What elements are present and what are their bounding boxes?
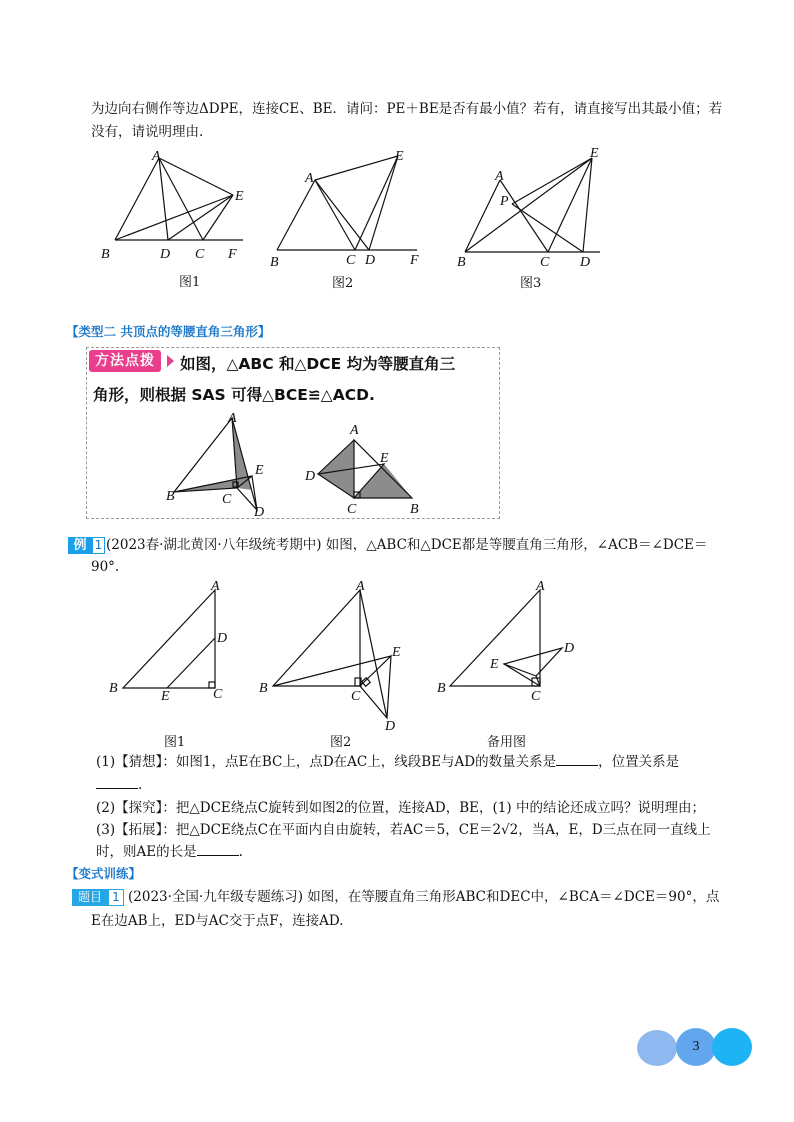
ex-fig2-label-C: C <box>351 689 361 704</box>
question-2: (2)【探究】：把△DCE绕点C旋转到如图2的位置，连接AD，BE，(1) 中的结论还成立吗？说明理由； <box>96 800 705 816</box>
method-tag-arrow-icon <box>167 355 174 367</box>
page-number: 3 <box>692 1039 700 1054</box>
section-type2-title: 【类型二 共顶点的等腰直角三角形】 <box>66 324 271 339</box>
ex-fig3-label-A: A <box>536 579 545 594</box>
mleft-label-C: C <box>222 492 232 507</box>
example-figure-3 <box>432 578 582 703</box>
page-decoration-circle-1 <box>637 1030 677 1066</box>
fig1-label-E: E <box>235 189 244 204</box>
question-3-line-1: (3)【拓展】：把△DCE绕点C在平面内自由旋转，若AC＝5，CE＝2√2，当A，E，D三点在同一直线上 <box>96 822 711 838</box>
question-3-text-b: 时，则AE的长是 <box>96 844 197 860</box>
question-1-line-1 <box>96 752 679 772</box>
question-3-text-c: . <box>238 844 243 860</box>
fig2-label-A: A <box>305 171 314 186</box>
fig3-label-A: A <box>495 169 504 184</box>
ex-fig2-caption: 图2 <box>330 735 352 750</box>
answer-blank-3[interactable] <box>197 843 239 856</box>
method-tag: 方法点拨 <box>89 350 161 372</box>
top-figure-1 <box>95 140 255 280</box>
fig1-label-D: D <box>160 247 171 262</box>
ex-fig3-label-C: C <box>531 689 541 703</box>
example-number: 1 <box>92 537 105 554</box>
method-line-1: 如图，△ABC 和△DCE 均为等腰直角三 <box>180 355 456 373</box>
ex-fig3-label-B: B <box>437 681 446 696</box>
mright-label-C: C <box>347 502 357 515</box>
variant-title: 【变式训练】 <box>66 866 142 881</box>
problem-number: 1 <box>108 889 124 906</box>
fig3-label-P: P <box>500 194 509 209</box>
answer-blank-1[interactable] <box>556 753 598 766</box>
question-1-text-b: ，位置关系是 <box>598 754 680 770</box>
fig1-label-C: C <box>195 247 205 262</box>
ex-fig3-label-E: E <box>490 657 499 672</box>
fig2-label-D: D <box>365 253 376 268</box>
top-figure-3 <box>450 140 610 275</box>
mright-label-B: B <box>410 502 419 515</box>
problem-line-2: E在边AB上，ED与AC交于点F，连接AD. <box>91 913 344 929</box>
fig3-label-E: E <box>590 146 599 161</box>
ex-fig3-label-D: D <box>564 641 575 656</box>
mleft-label-B: B <box>166 489 175 504</box>
method-line-2: 角形，则根据 SAS 可得△BCE≌△ACD. <box>93 386 375 404</box>
mleft-label-D: D <box>254 505 265 518</box>
ex-fig1-label-A: A <box>211 579 220 594</box>
answer-blank-2[interactable] <box>96 776 138 789</box>
top-fig1-caption: 图1 <box>179 275 201 290</box>
mright-label-A: A <box>350 423 359 438</box>
method-figure-right <box>300 420 430 515</box>
fig3-label-D: D <box>580 255 591 270</box>
ex-fig2-label-D: D <box>385 719 396 733</box>
ex-fig1-label-C: C <box>213 687 223 702</box>
example-line-1: (2023春·湖北黄冈·八年级统考期中) 如图，△ABC和△DCE都是等腰直角三角形，∠ACB＝∠DCE＝ <box>106 537 708 553</box>
ex-fig2-label-A: A <box>356 579 365 594</box>
fig1-label-F: F <box>228 247 237 262</box>
question-1-line-2 <box>96 775 142 795</box>
intro-line-2: 没有，请说明理由. <box>91 124 204 140</box>
page-decoration-circle-3 <box>712 1028 752 1066</box>
ex-fig3-caption: 备用图 <box>487 735 527 750</box>
ex-fig1-label-B: B <box>109 681 118 696</box>
fig2-label-C: C <box>346 253 356 268</box>
method-figure-left <box>162 410 277 518</box>
question-1-text-c: . <box>138 777 143 793</box>
ex-fig1-caption: 图1 <box>164 735 186 750</box>
fig1-label-A: A <box>152 149 161 164</box>
fig2-label-F: F <box>410 253 419 268</box>
problem-tag: 题目 <box>72 889 108 906</box>
question-3-line-2 <box>96 842 243 862</box>
mright-label-E: E <box>380 451 389 466</box>
ex-fig1-label-D: D <box>217 631 228 646</box>
top-figure-2 <box>265 140 425 275</box>
fig2-label-E: E <box>395 149 404 164</box>
top-fig2-caption: 图2 <box>332 276 354 291</box>
mleft-label-A: A <box>228 411 237 426</box>
ex-fig2-label-B: B <box>259 681 268 696</box>
ex-fig2-label-E: E <box>392 645 401 660</box>
top-fig3-caption: 图3 <box>520 276 542 291</box>
problem-line-1: (2023·全国·九年级专题练习) 如图，在等腰直角三角形ABC和DEC中，∠BCA＝∠DCE＝90°，点 <box>128 889 720 905</box>
mright-label-D: D <box>305 469 316 484</box>
fig3-label-C: C <box>540 255 550 270</box>
intro-line-1: 为边向右侧作等边ΔDPE，连接CE、BE．请问：PE＋BE是否有最小值？若有，请直接写出其最小值；若 <box>91 101 723 117</box>
ex-fig1-label-E: E <box>161 689 170 703</box>
mleft-label-E: E <box>255 463 264 478</box>
example-figure-1 <box>105 578 235 703</box>
example-line-2: 90°. <box>91 559 120 575</box>
fig1-label-B: B <box>101 247 110 262</box>
example-figure-2 <box>255 578 415 733</box>
fig3-label-B: B <box>457 255 466 270</box>
fig2-label-B: B <box>270 255 279 270</box>
example-tag: 例 <box>68 537 92 554</box>
question-1-text-a: (1)【猜想】：如图1，点E在BC上，点D在AC上，线段BE与AD的数量关系是 <box>96 754 557 770</box>
